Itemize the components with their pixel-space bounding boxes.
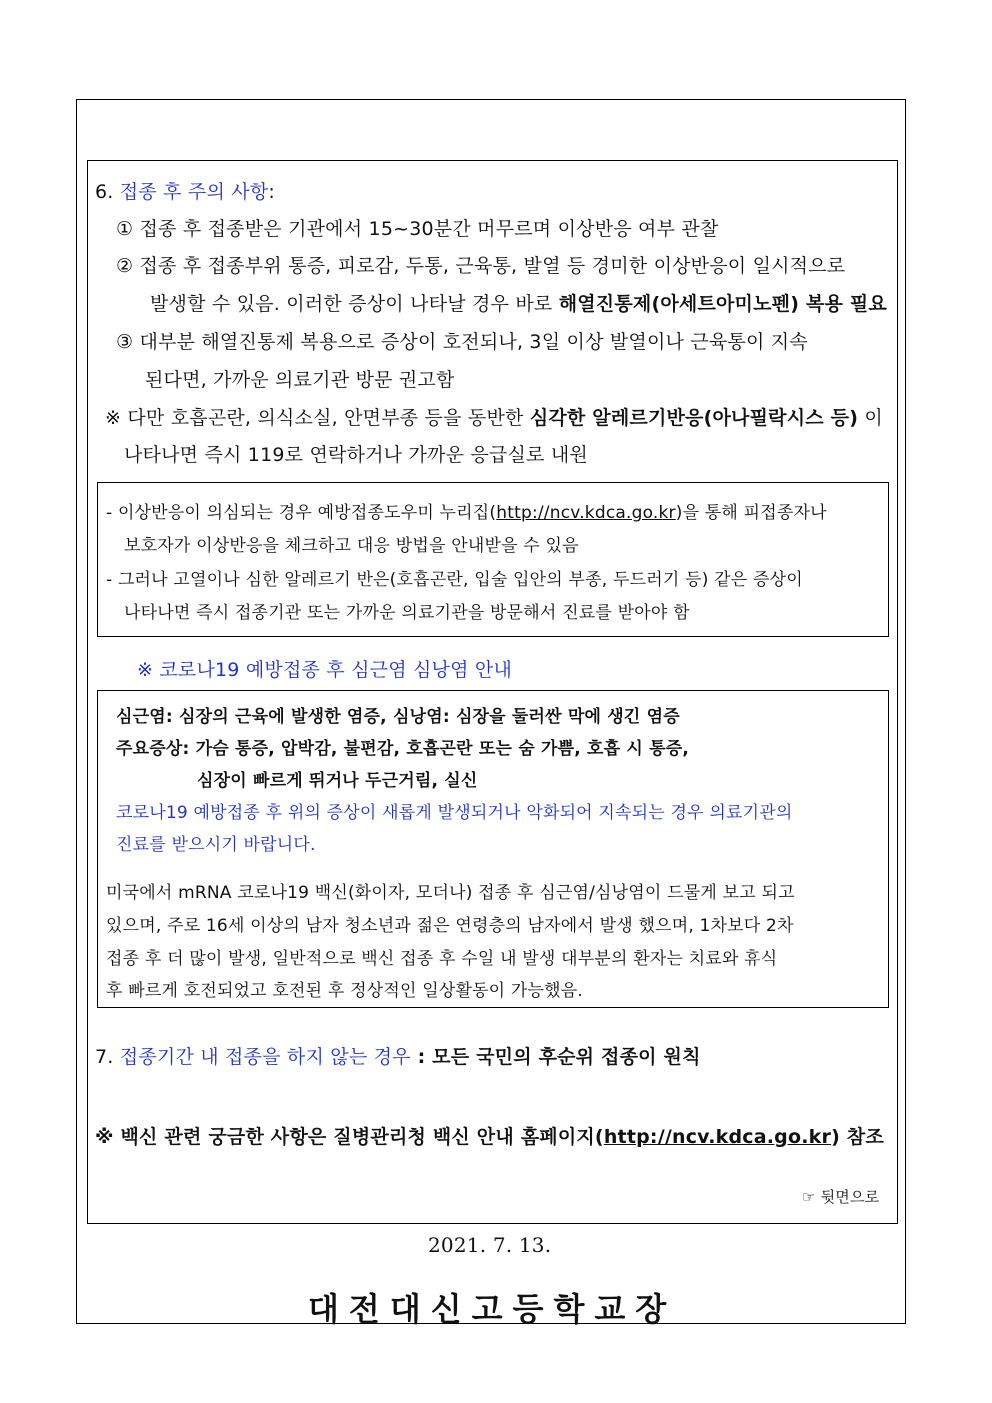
section6-item3-line1: ③ 대부분 해열진통제 복용으로 증상이 호전되나, 3일 이상 발열이나 근육통이 지속 [116, 331, 808, 353]
reference-note: ※ 백신 관련 궁금한 사항은 질병관리청 백신 안내 홈페이지(http://ncv.kdca.go.kr) 참조 [95, 1126, 884, 1148]
symptoms-line2: 심장이 빠르게 뛰거나 두근거림, 실신 [197, 771, 478, 791]
homepage-link[interactable]: http://ncv.kdca.go.kr [603, 1126, 832, 1148]
section6-note-line2: 나타나면 즉시 119로 연락하거나 가까운 응급실로 내원 [124, 444, 588, 466]
us-report-line4: 후 빠르게 호전되었고 호전된 후 정상적인 일상활동이 가능했음. [106, 981, 584, 1001]
section6-note-line1: ※ 다만 호흡곤란, 의식소실, 안면부종 등을 동반한 심각한 알레르기반응(아나필락시스 등) 이 [105, 407, 883, 429]
school-signature: 대전대신고등학교장 [308, 1290, 677, 1328]
us-report-line2: 있으며, 주로 16세 이상의 남자 청소년과 젊은 연령층의 남자에서 발생 했으며, 1차보다 2차 [106, 916, 794, 936]
info-line2: 보호자가 이상반응을 체크하고 대응 방법을 안내받을 수 있음 [124, 536, 579, 556]
section6-item2-line2: 발생할 수 있음. 이러한 증상이 나타날 경우 바로 해열진통제(아세트아미노펜) 복용 필요 [150, 293, 887, 315]
section7: 7. 접종기간 내 접종을 하지 않는 경우 : 모든 국민의 후순위 접종이 원칙 [95, 1046, 701, 1068]
myocarditis-heading: ※ 코로나19 예방접종 후 심근염 심낭염 안내 [137, 659, 512, 681]
issue-date: 2021. 7. 13. [428, 1233, 552, 1257]
us-report-line1: 미국에서 mRNA 코로나19 백신(화이자, 모더나) 접종 후 심근염/심낭염이 드물게 보고 되고 [106, 883, 795, 903]
section6-item2-line1: ② 접종 후 접종부위 통증, 피로감, 두통, 근육통, 발열 등 경미한 이상반응이 일시적으로 [116, 255, 846, 277]
info-line4: 나타나면 즉시 접종기관 또는 가까운 의료기관을 방문해서 진료를 받아야 함 [124, 603, 690, 623]
symptoms-line1: 주요증상: 가슴 통증, 압박감, 불편감, 호흡곤란 또는 숨 가쁨, 호흡 시 통증, [116, 739, 690, 759]
section6-item3-line2: 된다면, 가까운 의료기관 방문 권고함 [145, 369, 455, 391]
us-report-line3: 접종 후 더 많이 발생, 일반적으로 백신 접종 후 수일 내 발생 대부분의 환자는 치료와 휴식 [106, 949, 778, 969]
advice-line1: 코로나19 예방접종 후 위의 증상이 새롭게 발생되거나 악화되어 지속되는 경우 의료기관의 [116, 803, 793, 823]
info-line1: - 이상반응이 의심되는 경우 예방접종도우미 누리집(http://ncv.kdca.go.kr)을 통해 피접종자나 [106, 503, 827, 523]
myocarditis-definition: 심근염: 심장의 근육에 발생한 염증, 심낭염: 심장을 둘러싼 막에 생긴 염증 [116, 707, 680, 727]
next-page-note: ☞ 뒷면으로 [802, 1188, 880, 1206]
advice-line2: 진료를 받으시기 바랍니다. [116, 835, 316, 855]
info-line3: - 그러나 고열이나 심한 알레르기 반은(호흡곤란, 입술 입안의 부종, 두드러기 등) 같은 증상이 [106, 570, 803, 590]
ncv-link[interactable]: http://ncv.kdca.go.kr [496, 503, 676, 523]
section6-item1: ① 접종 후 접종받은 기관에서 15~30분간 머무르며 이상반응 여부 관찰 [116, 218, 719, 240]
section6-heading: 6. 접종 후 주의 사항: [95, 181, 275, 203]
